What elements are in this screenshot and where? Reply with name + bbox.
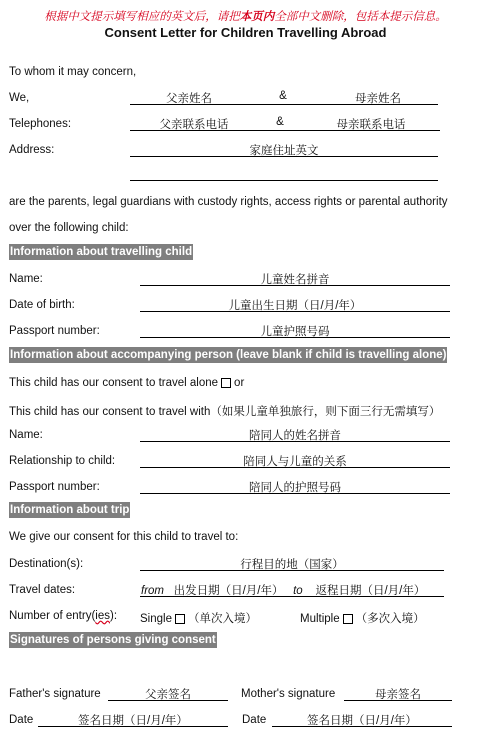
instruction-note: 根据中文提示填写相应的英文后，请把本页内全部中文删除，包括本提示信息。: [44, 11, 447, 23]
address-field-line2[interactable]: [130, 166, 438, 181]
ampersand-tel: &: [258, 116, 302, 131]
mother-signature-label: Mother's signature: [241, 688, 336, 700]
greeting: To whom it may concern,: [9, 66, 137, 78]
section-header-trip: Information about trip: [10, 504, 130, 516]
child-name-field[interactable]: 儿童姓名拼音: [140, 271, 450, 286]
child-passport-field[interactable]: 儿童护照号码: [140, 323, 450, 338]
single-entry-checkbox[interactable]: [175, 614, 185, 624]
father-signature-field[interactable]: 父亲签名: [108, 686, 228, 701]
travel-dates-field[interactable]: from 出发日期（日/月/年） to 返程日期（日/月/年）: [140, 582, 444, 597]
child-name-label: Name:: [9, 273, 43, 285]
companion-passport-label: Passport number:: [9, 481, 100, 493]
father-date-label: Date: [9, 714, 34, 726]
companion-passport-field[interactable]: 陪同人的护照号码: [140, 479, 450, 494]
companion-rel-field[interactable]: 陪同人与儿童的关系: [140, 453, 450, 468]
multiple-entry-option: Multiple （多次入境）: [300, 613, 425, 625]
destination-field[interactable]: 行程目的地（国家）: [140, 556, 444, 571]
father-signature-label: Father's signature: [9, 688, 101, 700]
travel-alone-checkbox[interactable]: [221, 378, 231, 388]
travel-alone-row: This child has our consent to travel alone or: [9, 377, 245, 389]
statement-line2: over the following child:: [9, 222, 129, 234]
travel-dates-label: Travel dates:: [9, 584, 76, 596]
mother-name-field[interactable]: 母亲姓名: [318, 90, 438, 105]
father-name-field[interactable]: 父亲姓名: [130, 90, 248, 105]
mother-date-label: Date: [242, 714, 267, 726]
child-dob-label: Date of birth:: [9, 299, 75, 311]
child-passport-label: Passport number:: [9, 325, 100, 337]
companion-name-field[interactable]: 陪同人的姓名拼音: [140, 427, 450, 442]
address-field[interactable]: 家庭住址英文: [130, 142, 438, 157]
child-dob-field[interactable]: 儿童出生日期（日/月/年）: [140, 297, 450, 312]
mother-tel-field[interactable]: 母亲联系电话: [302, 116, 440, 131]
section-header-signatures: Signatures of persons giving consent: [10, 634, 216, 646]
ampersand: &: [248, 90, 318, 105]
companion-rel-label: Relationship to child:: [9, 455, 116, 467]
page-title: Consent Letter for Children Travelling Abroad: [104, 25, 387, 40]
companion-name-label: Name:: [9, 429, 43, 441]
telephones-label: Telephones:: [9, 118, 72, 130]
travel-with-text: This child has our consent to travel with（如果儿童单独旅行，则下面三行无需填写）: [9, 406, 441, 418]
trip-consent-text: We give our consent for this child to travel to:: [9, 531, 239, 543]
destination-label: Destination(s):: [9, 558, 84, 570]
we-label: We,: [9, 92, 30, 104]
mother-date-field[interactable]: 签名日期（日/月/年）: [272, 712, 452, 727]
multiple-entry-checkbox[interactable]: [343, 614, 353, 624]
section-header-companion: Information about accompanying person (leave blank if child is travelling alone): [10, 349, 447, 361]
mother-signature-field[interactable]: 母亲签名: [344, 686, 452, 701]
section-header-child: Information about travelling child: [10, 246, 193, 258]
entries-label: Number of entry(ies):: [9, 610, 118, 622]
address-label: Address:: [9, 144, 55, 156]
father-tel-field[interactable]: 父亲联系电话: [130, 116, 258, 131]
father-date-field[interactable]: 签名日期（日/月/年）: [38, 712, 228, 727]
single-entry-option: Single （单次入境）: [140, 613, 257, 625]
statement-line1: are the parents, legal guardians with custody rights, access rights or parental authority: [9, 196, 448, 208]
